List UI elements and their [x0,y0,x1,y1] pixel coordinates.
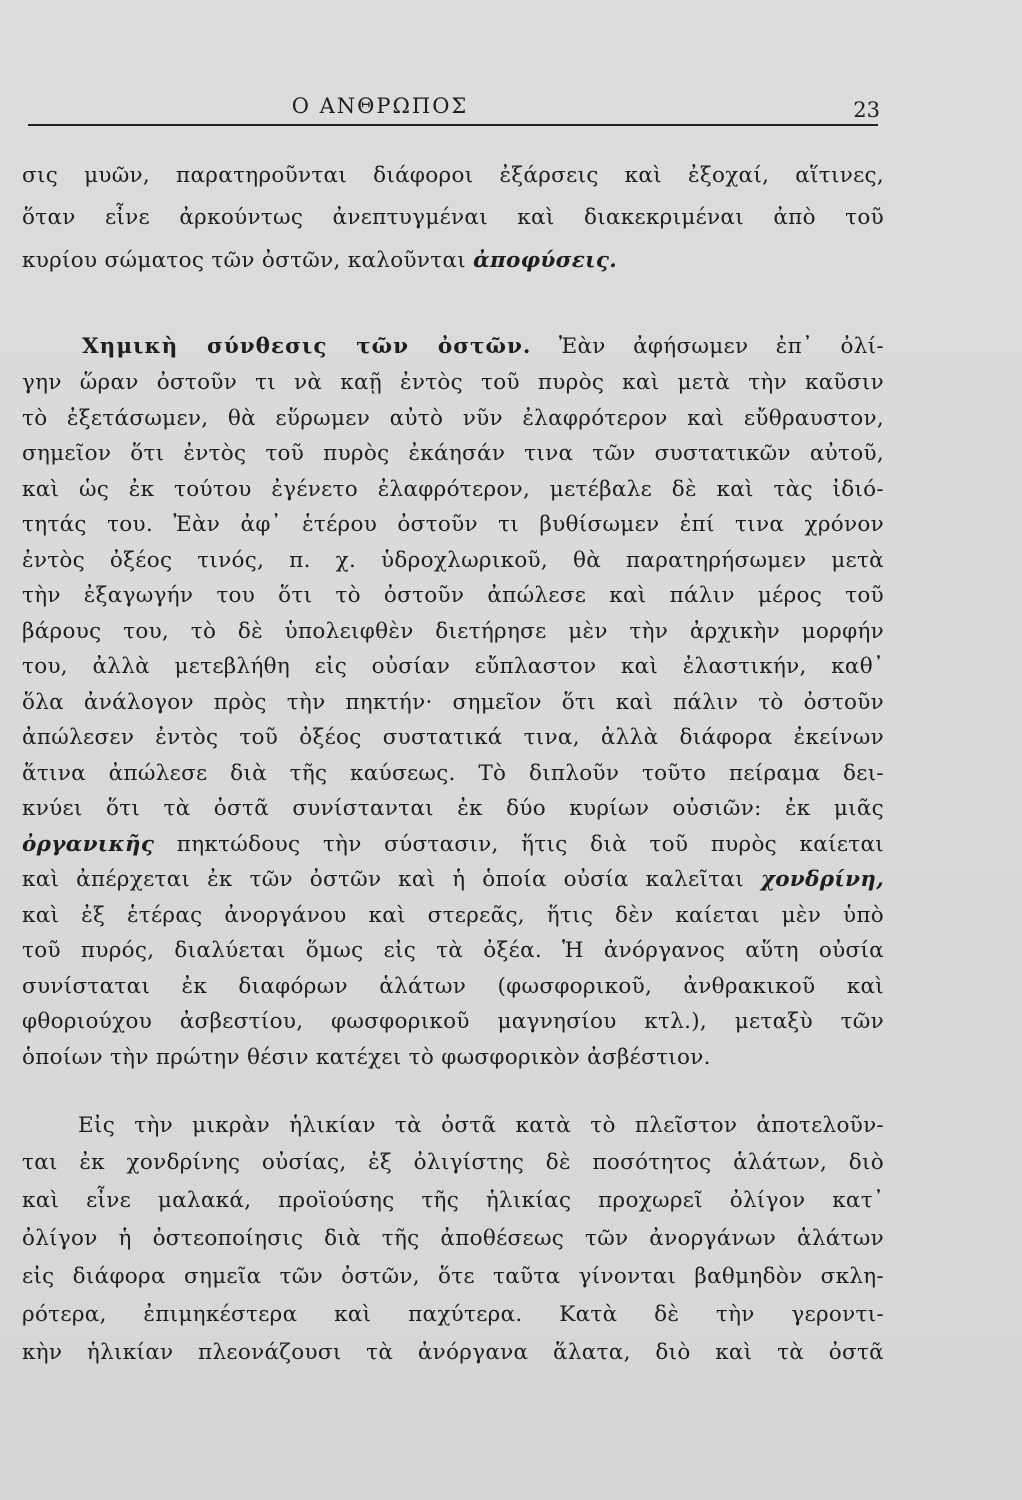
text-line: καὶ εἶνε μαλακά, προϊούσης τῆς ἡλικίας προχωρεῖ ὀλίγον κατ᾽ [22,1188,884,1213]
text-line: τητάς του. Ἐὰν ἀφ᾽ ἑτέρου ὀστοῦν τι βυθίσωμεν ἐπί τινα χρόνον [22,512,884,537]
text-line: ἀπώλεσεν ἐντὸς τοῦ ὀξέος συστατικά τινα, ἀλλὰ διάφορα ἐκείνων [22,725,884,750]
text-line: σις μυῶν, παρατηροῦνται διάφοροι ἐξάρσεις καὶ ἐξοχαί, αἵτινες, [22,163,884,188]
text-line: συνίσταται ἐκ διαφόρων ἁλάτων (φωσφορικοῦ, ἀνθρακικοῦ καὶ [22,974,884,999]
text-line [22,867,884,893]
text-line: τὸ ἐξετάσωμεν, θὰ εὕρωμεν αὐτὸ νῦν ἐλαφρότερον καὶ εὔθραυστον, [22,406,884,431]
text-line: ὅλα ἀνάλογον πρὸς τὴν πηκτήν· σημεῖον ὅτι καὶ πάλιν τὸ ὀστοῦν [22,690,884,715]
text-line [22,832,884,858]
text-span: πηκτώδους τὴν σύστασιν, ἥτις διὰ τοῦ πυρὸς καίεται [176,832,884,857]
text-line: ρότερα, ἐπιμηκέστερα καὶ παχύτερα. Κατὰ δὲ τὴν γεροντι- [22,1302,884,1327]
text-line: του, ἀλλὰ μετεβλήθη εἰς οὐσίαν εὔπλαστον καὶ ἐλαστικήν, καθ᾽ [22,654,884,679]
text-line: γην ὥραν ὀστοῦν τι νὰ καῇ ἐντὸς τοῦ πυρὸς καὶ μετὰ τὴν καῦσιν [22,370,884,395]
running-header-title: Ο ΑΝΘΡΩΠΟΣ [291,94,469,118]
text-line: βάρους του, τὸ δὲ ὑπολειφθὲν διετήρησε μὲν τὴν ἀρχικὴν μορφήν [22,619,884,644]
text-line: τοῦ πυρός, διαλύεται ὅμως εἰς τὰ ὀξέα. Ἡ ἀνόργανος αὕτη οὐσία [22,938,884,963]
text-line: κὴν ἡλικίαν πλεονάζουσι τὰ ἀνόργανα ἅλατα, διὸ καὶ τὰ ὀστᾶ [22,1340,884,1365]
text-line [22,248,884,274]
text-line: καὶ ὡς ἐκ τούτου ἐγένετο ἐλαφρότερον, μετέβαλε δὲ καὶ τὰς ἰδιό- [22,477,884,502]
text-span: Ἐὰν ἀφήσωμεν ἐπ᾽ ὀλί- [558,334,884,359]
term-apofyseis: ἀποφύσεις. [473,248,618,273]
text-line: ἐντὸς ὀξέος τινός, π. χ. ὑδροχλωρικοῦ, θὰ παρατηρήσωμεν μετὰ [22,548,884,573]
term-chondrini: χονδρίνη, [760,867,885,892]
page-number: 23 [853,98,880,122]
text-span: κυρίου σώματος τῶν ὀστῶν, καλοῦνται [22,248,466,273]
text-line: φθοριούχου ἀσβεστίου, φωσφορικοῦ μαγνησίου κτλ.), μεταξὺ τῶν [22,1009,884,1034]
text-line: ὁποίων τὴν πρώτην θέσιν κατέχει τὸ φωσφορικὸν ἀσβέστιον. [22,1045,711,1070]
term-organikis: ὀργανικῆς [22,832,155,857]
text-line: ται ἐκ χονδρίνης οὐσίας, ἐξ ὀλιγίστης δὲ ποσότητος ἁλάτων, διὸ [22,1150,884,1175]
text-line: καὶ ἐξ ἑτέρας ἀνοργάνου καὶ στερεᾶς, ἥτις δὲν καίεται μὲν ὑπὸ [22,903,884,928]
text-line: σημεῖον ὅτι ἐντὸς τοῦ πυρὸς ἐκάησάν τινα τῶν συστατικῶν αὐτοῦ, [22,441,884,466]
text-line: ὅταν εἶνε ἀρκούντως ἀνεπτυγμέναι καὶ διακεκριμέναι ἀπὸ τοῦ [22,205,884,230]
text-line: ὀλίγον ἡ ὀστεοποίησις διὰ τῆς ἀποθέσεως τῶν ἀνοργάνων ἁλάτων [22,1226,884,1251]
text-span: καὶ ἀπέρχεται ἐκ τῶν ὀστῶν καὶ ἡ ὁποία οὐσία καλεῖται [22,867,744,892]
text-line: ἅτινα ἀπώλεσε διὰ τῆς καύσεως. Τὸ διπλοῦν τοῦτο πείραμα δει- [22,761,884,786]
text-line: κνύει ὅτι τὰ ὀστᾶ συνίστανται ἐκ δύο κυρίων οὐσιῶν: ἐκ μιᾶς [22,796,884,821]
text-line: Εἰς τὴν μικρὰν ἡλικίαν τὰ ὀστᾶ κατὰ τὸ πλεῖστον ἀποτελοῦν- [78,1113,884,1138]
header-rule [28,124,878,126]
section-heading: Χημικὴ σύνθεσις τῶν ὀστῶν. [82,334,532,359]
text-line: εἰς διάφορα σημεῖα τῶν ὀστῶν, ὅτε ταῦτα γίνονται βαθμηδὸν σκλη- [22,1264,884,1289]
text-line: τὴν ἐξαγωγήν του ὅτι τὸ ὀστοῦν ἀπώλεσε καὶ πάλιν μέρος τοῦ [22,583,884,608]
text-line [82,334,884,360]
